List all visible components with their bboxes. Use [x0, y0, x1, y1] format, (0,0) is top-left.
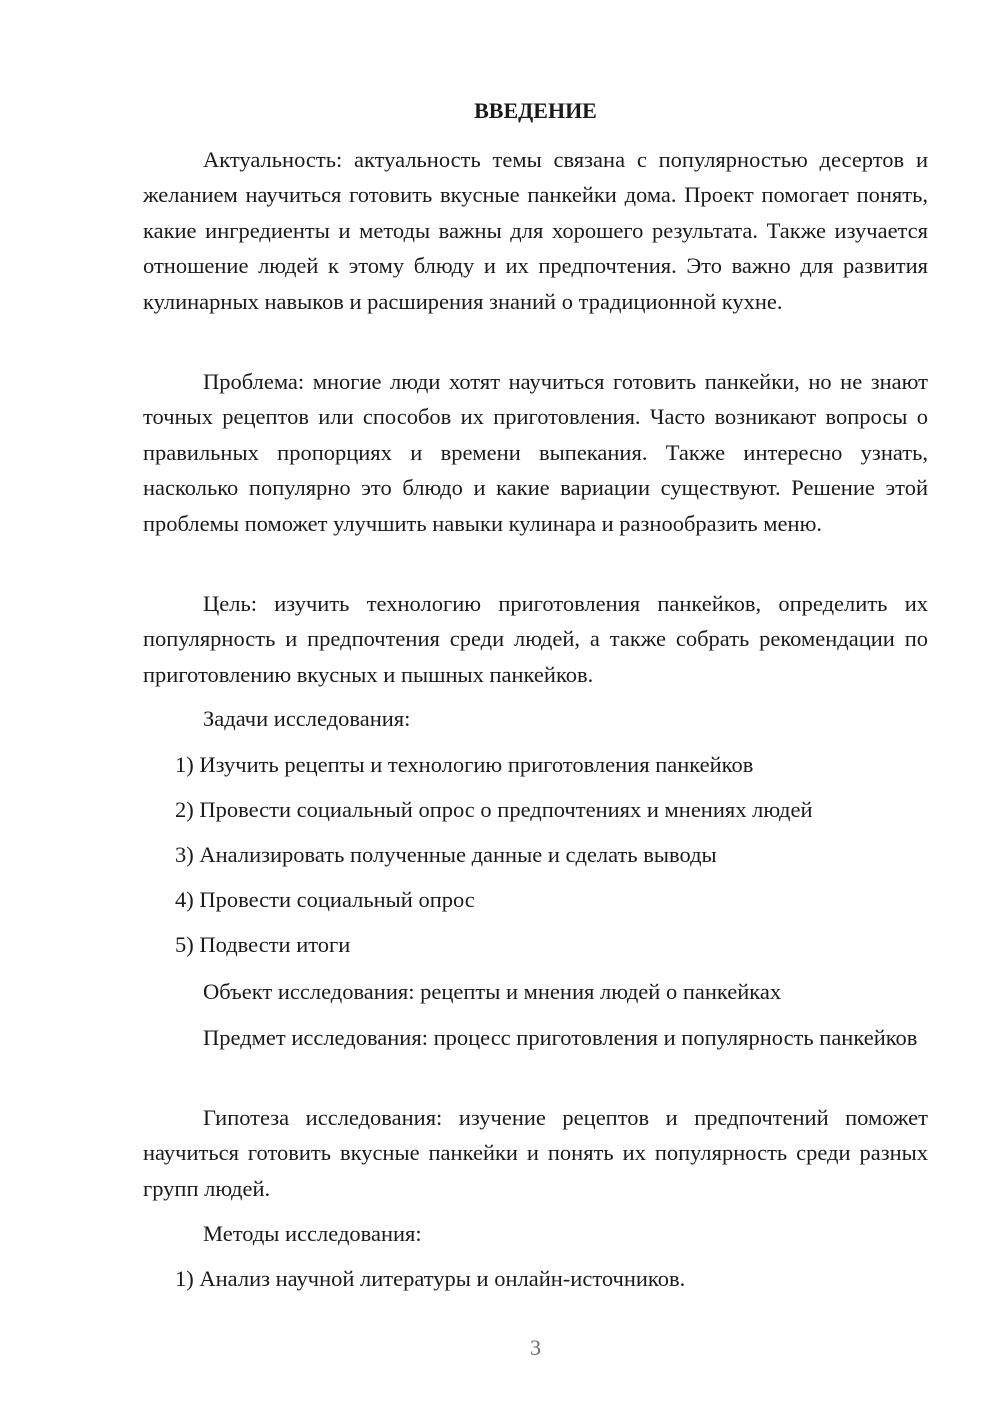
tasks-heading: Задачи исследования:: [203, 706, 411, 731]
subject-paragraph: Предмет исследования: процесс приготовления и популярность панкейков: [203, 1025, 918, 1050]
problem-paragraph: Проблема: многие люди хотят научиться готовить панкейки, но не знают точных рецептов или способов их приготовления. Часто возникают вопросы о правильных пропорциях и времени выпекания. Также интересно узнать, насколько популярно это блюдо и какие вариации существуют. Решение этой проблемы поможет улучшить навыки кулинара и разнообразить меню.: [143, 369, 928, 536]
goal-paragraph: Цель: изучить технологию приготовления панкейков, определить их популярность и предпочтения среди людей, а также собрать рекомендации по приготовлению вкусных и пышных панкейков.: [143, 591, 928, 687]
list-item: 4) Провести социальный опрос: [175, 887, 475, 912]
list-item: 5) Подвести итоги: [175, 932, 351, 957]
page-title: ВВЕДЕНИЕ: [474, 98, 597, 123]
list-item: 1) Изучить рецепты и технологию приготовления панкейков: [175, 752, 754, 777]
list-item: 1) Анализ научной литературы и онлайн-источников.: [175, 1266, 686, 1291]
relevance-paragraph: Актуальность: актуальность темы связана с популярностью десертов и желанием научиться готовить вкусные панкейки дома. Проект помогает понять, какие ингредиенты и методы важны для хорошего результата. Также изучается отношение людей к этому блюду и их предпочтения. Это важно для развития кулинарных навыков и расширения знаний о традиционной кухне.: [143, 147, 928, 314]
methods-heading: Методы исследования:: [203, 1221, 422, 1246]
object-paragraph: Объект исследования: рецепты и мнения людей о панкейках: [203, 979, 782, 1004]
page-number: 3: [530, 1335, 541, 1360]
document-page: [143, 0, 928, 1414]
list-item: 3) Анализировать полученные данные и сделать выводы: [175, 842, 717, 867]
list-item: 2) Провести социальный опрос о предпочтениях и мнениях людей: [175, 797, 813, 822]
hypothesis-paragraph: Гипотеза исследования: изучение рецептов и предпочтений поможет научиться готовить вкусные панкейки и понять их популярность среди разных групп людей.: [143, 1105, 928, 1201]
